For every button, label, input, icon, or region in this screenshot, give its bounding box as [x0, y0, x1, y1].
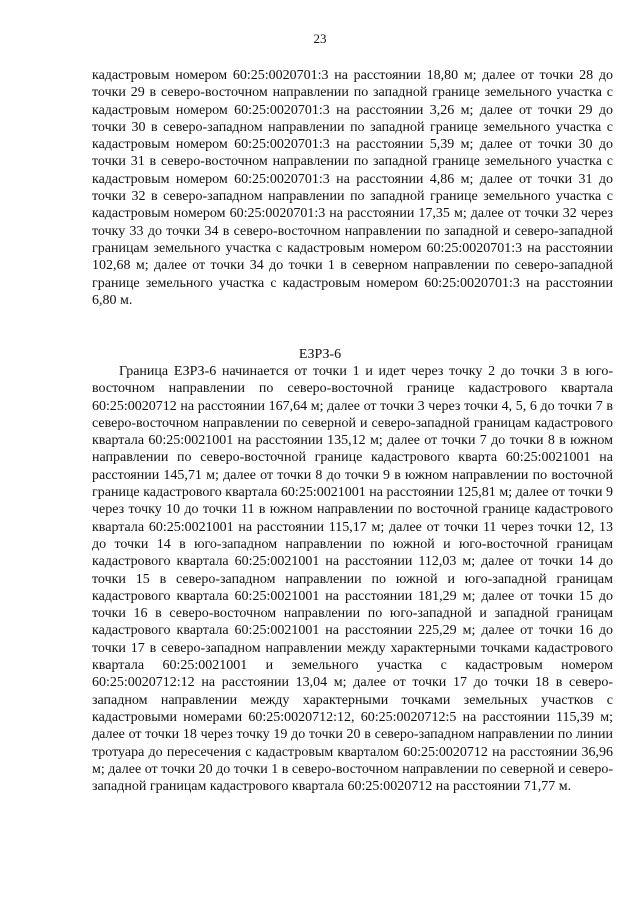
- page-number: 23: [313, 31, 327, 46]
- continuation-paragraph-block: [92, 67, 613, 309]
- section-paragraph: Граница ЕЗРЗ-6 начинается от точки 1 и идет через точку 2 до точки 3 в юго-восточном направлении по северо-восточной границе кадастрового квартала 60:25:0020712 на расстоянии 167,64 м; далее от точки 3 через точки 4, 5, 6 до точки 7 в северо-восточном направлении по северной и северо-западной границам кадастрового квартала 60:25:0021001 на расстоянии 135,12 м; далее от точки 7 до точки 8 в южном направлении по северо-восточной границе кадастрового кварта 60:25:0021001 на расстоянии 145,71 м; далее от точки 8 до точки 9 в южном направлении по восточной границе кадастрового квартала 60:25:0021001 на расстоянии 125,81 м; далее от точки 9 через точку 10 до точки 11 в южном направлении по восточной границе кадастрового квартала 60:25:0021001 на расстоянии 115,17 м; далее от точки 11 через точки 12, 13 до точки 14 в юго-западном направлении по южной и юго-восточной границам кадастрового квартала 60:25:0021001 на расстоянии 112,03 м; далее от точки 14 до точки 15 в северо-западном направлении по южной и юго-западной границам кадастрового квартала 60:25:0021001 на расстоянии 181,29 м; далее от точки 15 до точки 16 в северо-восточном направлении по юго-западной и западной границам кадастрового квартала 60:25:0021001 на расстоянии 225,29 м; далее от точки 16 до точки 17 в северо-западном направлении между характерными точками кадастрового квартала 60:25:0021001 и земельного участка с кадастровым номером 60:25:0020712:12 на расстоянии 13,04 м; далее от точки 17 до точки 18 в северо-западном направлении между характерными точками земельных участков с кадастровыми номерами 60:25:0020712:12, 60:25:0020712:5 на расстоянии 115,39 м; далее от точки 18 через точку 19 до точки 20 в северо-западном направлении по линии тротуара до пересечения с кадастровым кварталом 60:25:0020712 на расстоянии 36,96 м; далее от точки 20 до точки 1 в северо-восточном направлении по северной и северо-западной границам кадастрового квартала 60:25:0020712 на расстоянии 71,77 м.: [92, 364, 613, 795]
- continuation-paragraph: кадастровым номером 60:25:0020701:3 на расстоянии 18,80 м; далее от точки 28 до точки 29 в северо-восточном направлении по западной границе земельного участка с кадастровым номером 60:25:0020701:3 на расстоянии 3,26 м; далее от точки 29 до точки 30 в северо-западном направлении по западной границе земельного участка с кадастровым номером 60:25:0020701:3 на расстоянии 5,39 м; далее от точки 30 до точки 31 в северо-восточном направлении по западной границе земельного участка с кадастровым номером 60:25:0020701:3 на расстоянии 4,86 м; далее от точки 31 до точки 32 в северо-западном направлении по западной границе земельного участка с кадастровым номером 60:25:0020701:3 на расстоянии 17,35 м; далее от точки 32 через точку 33 до точки 34 в северо-восточном направлении по западной и северо-западной границам земельного участка с кадастровым номером 60:25:0020701:3 на расстоянии 102,68 м; далее от точки 34 до точки 1 в северном направлении по северо-западной границе земельного участка с кадастровым номером 60:25:0020701:3 на расстоянии 6,80 м.: [92, 68, 613, 308]
- section-paragraph-block: [92, 363, 613, 795]
- section-heading: ЕЗРЗ-6: [298, 347, 342, 362]
